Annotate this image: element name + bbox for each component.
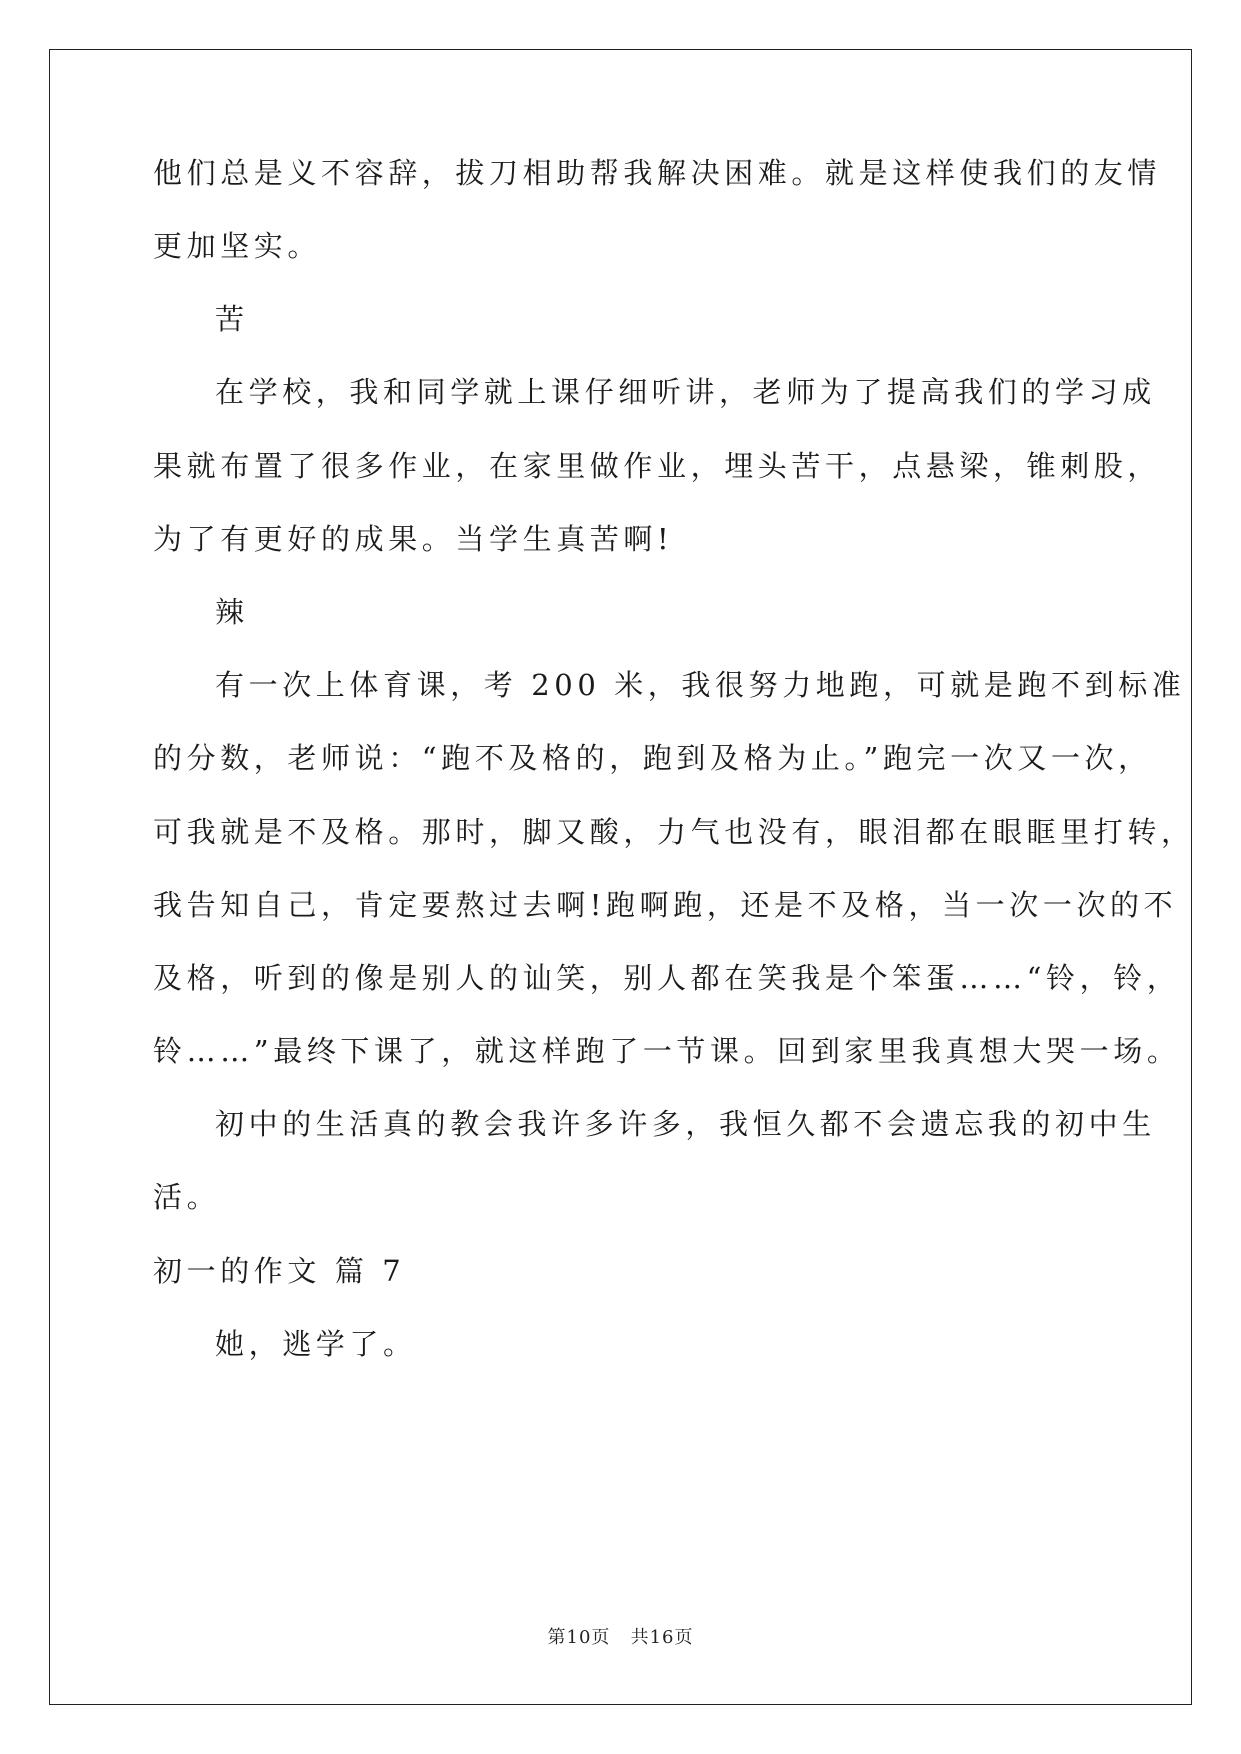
- section-heading: 辣: [215, 595, 249, 629]
- text-line: 为了有更好的成果。当学生真苦啊!: [153, 522, 674, 556]
- text-line: 及格，听到的像是别人的讪笑，别人都在笑我是个笨蛋……“铃，铃，: [153, 961, 1181, 995]
- page-footer: [0, 1623, 1241, 1649]
- text-line: 初中的生活真的教会我许多许多，我恒久都不会遗忘我的初中生: [215, 1107, 1156, 1141]
- page-total: 共16页: [630, 1627, 694, 1648]
- text-line: 更加坚实。: [153, 229, 322, 263]
- page-number: 第10页: [547, 1627, 611, 1648]
- text-line: 果就布置了很多作业，在家里做作业，埋头苦干，点悬梁，锥刺股，: [153, 449, 1162, 483]
- text-line: 我告知自己，肯定要熬过去啊!跑啊跑，还是不及格，当一次一次的不: [153, 888, 1178, 922]
- text-line: 在学校，我和同学就上课仔细听讲，老师为了提高我们的学习成: [215, 375, 1156, 409]
- page-border: [49, 49, 1192, 1705]
- text-line: 她，逃学了。: [215, 1327, 417, 1361]
- text-line: 铃……”最终下课了，就这样跑了一节课。回到家里我真想大哭一场。: [153, 1034, 1181, 1068]
- text-line: 活。: [153, 1180, 221, 1214]
- text-line: 可我就是不及格。那时，脚又酸，力气也没有，眼泪都在眼眶里打转，: [153, 815, 1195, 849]
- text-line: 他们总是义不容辞，拔刀相助帮我解决困难。就是这样使我们的友情: [153, 156, 1162, 190]
- text-line: 的分数，老师说：“跑不及格的，跑到及格为止。”跑完一次又一次，: [153, 741, 1152, 775]
- essay-title: 初一的作文 篇 7: [153, 1254, 406, 1288]
- section-heading: 苦: [215, 302, 249, 336]
- text-line: 有一次上体育课，考 200 米，我很努力地跑，可就是跑不到标准: [215, 668, 1186, 702]
